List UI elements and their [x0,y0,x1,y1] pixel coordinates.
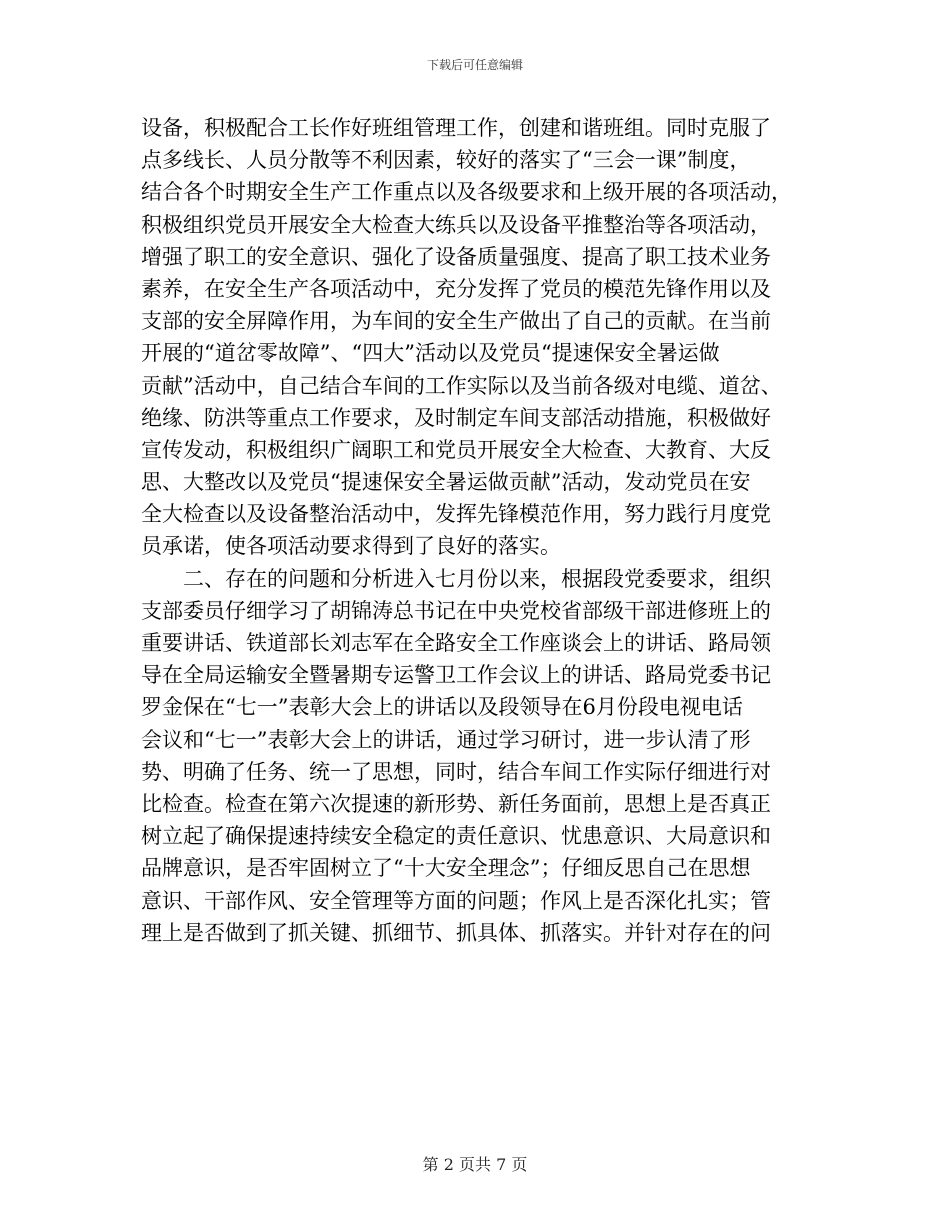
text-line: 思、大整改以及党员“提速保安全暑运做贡献”活动，发动党员在安 [141,470,751,495]
text-line: 意识、干部作风、安全管理等方面的问题；作风上是否深化扎实；管 [141,888,771,913]
text-line: 宣传发动，积极组织广阔职工和党员开展安全大检查、大教育、大反 [141,437,771,462]
text-line: 罗金保在“七一”表彰大会上的讲话以及段领导在6月份段电视电话 [141,695,743,720]
text-line: 素养，在安全生产各项活动中，充分发挥了党员的模范先锋作用以及 [141,276,771,301]
text-line: 增强了职工的安全意识、强化了设备质量强度、提高了职工技术业务 [141,244,771,269]
text-line: 设备，积极配合工长作好班组管理工作，创建和谐班组。同时克服了 [141,116,771,140]
text-line: 积极组织党员开展安全大检查大练兵以及设备平推整治等各项活动， [141,212,771,237]
text-line: 比检查。检查在第六次提速的新形势、新任务面前，思想上是否真正 [141,791,771,816]
text-line: 树立起了确保提速持续安全稳定的责任意识、忧患意识、大局意识和 [141,824,771,849]
text-line: 点多线长、人员分散等不利因素，较好的落实了“三会一课”制度， [141,148,751,173]
text-line: 结合各个时期安全生产工作重点以及各级要求和上级开展的各项活动， [141,180,792,205]
text-line: 绝缘、防洪等重点工作要求，及时制定车间支部活动措施，积极做好 [141,405,771,430]
paragraph [141,112,811,563]
text-line: 支部委员仔细学习了胡锦涛总书记在中央党校省部级干部进修班上的 [141,598,771,623]
text-line: 支部的安全屏障作用，为车间的安全生产做出了自己的贡献。在当前 [141,309,771,334]
text-line: 二、存在的问题和分析进入七月份以来，根据段党委要求，组织 [141,566,771,591]
text-line: 重要讲话、铁道部长刘志军在全路安全工作座谈会上的讲话、路局领 [141,631,771,655]
text-line: 员承诺，使各项活动要求得到了良好的落实。 [141,534,561,559]
text-line: 会议和“七一”表彰大会上的讲话，通过学习研讨，进一步认清了形 [141,727,751,752]
page-footer: 第 2 页共 7 页 [422,1155,528,1174]
text-line: 品牌意识，是否牢固树立了“十大安全理念”；仔细反思自己在思想 [141,856,751,881]
document-body [141,112,811,949]
text-line: 理上是否做到了抓关键、抓细节、抓具体、抓落实。并针对存在的问 [141,920,771,945]
paragraph [141,563,811,949]
text-line: 贡献”活动中，自己结合车间的工作实际以及当前各级对电缆、道岔、 [141,373,782,398]
text-line: 全大检查以及设备整治活动中，发挥先锋模范作用，努力践行月度党 [141,502,771,527]
text-line: 开展的“道岔零故障”、“四大”活动以及党员“提速保安全暑运做 [141,341,720,366]
text-line: 导在全局运输安全暨暑期专运警卫工作会议上的讲话、路局党委书记 [141,663,771,688]
page-header: 下载后可任意编辑 [426,58,523,72]
text-line: 势、明确了任务、统一了思想，同时，结合车间工作实际仔细进行对 [141,759,771,784]
